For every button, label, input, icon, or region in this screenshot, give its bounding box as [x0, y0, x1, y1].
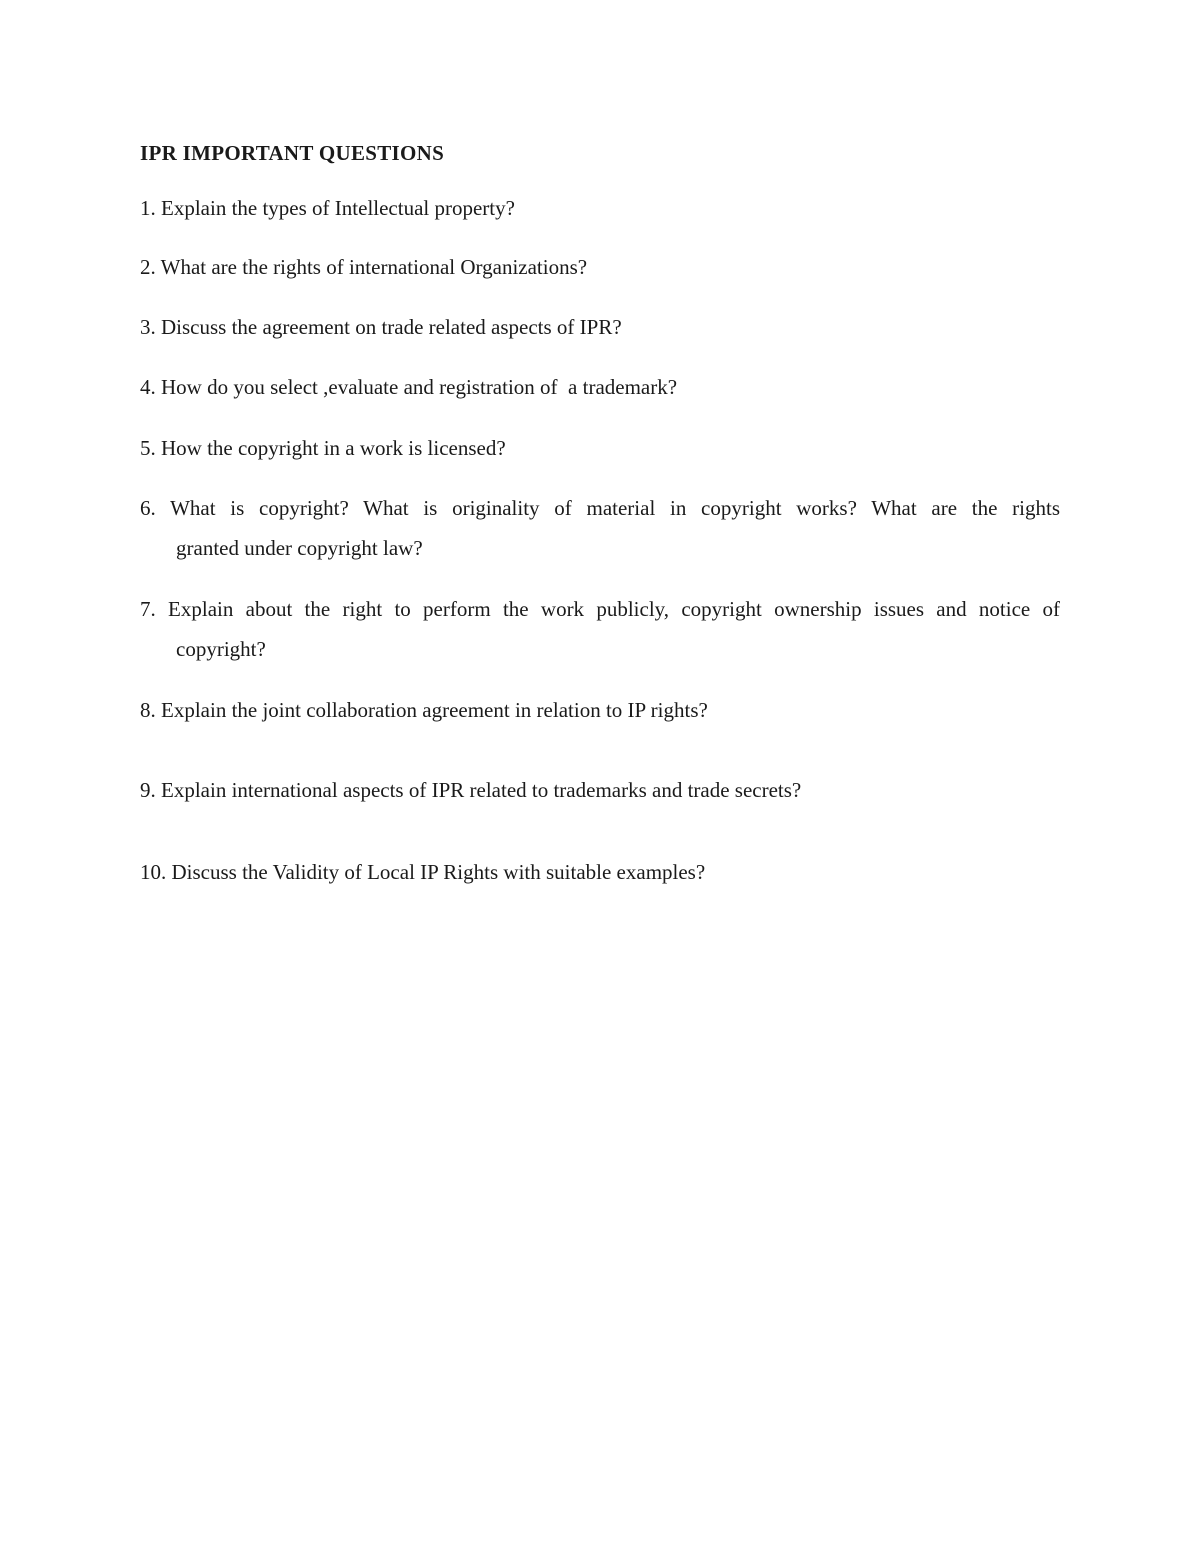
question-item	[140, 770, 1060, 810]
question-item	[140, 307, 1060, 347]
question-item	[140, 852, 1060, 892]
question-text: Explain the joint collaboration agreement in relation to IP rights?	[161, 698, 708, 722]
question-item	[140, 488, 1060, 568]
question-text: What is copyright? What is originality of material in copyright works? What are the rights	[170, 496, 1060, 520]
question-item	[140, 367, 1060, 407]
question-number: 1.	[140, 196, 156, 220]
question-item	[140, 589, 1060, 669]
document-title: IPR IMPORTANT QUESTIONS	[140, 141, 445, 165]
question-text-continued: granted under copyright law?	[176, 536, 423, 560]
question-number: 8.	[140, 698, 156, 722]
question-number: 5.	[140, 436, 156, 460]
question-text: Explain international aspects of IPR related to trademarks and trade secrets?	[161, 778, 802, 802]
question-number: 10.	[140, 860, 167, 884]
question-text-continued: copyright?	[176, 637, 266, 661]
question-item	[140, 690, 1060, 730]
question-text: How the copyright in a work is licensed?	[161, 436, 506, 460]
question-number: 4.	[140, 375, 156, 399]
question-item	[140, 247, 1060, 287]
question-number: 2.	[140, 255, 156, 279]
question-number: 7.	[140, 597, 156, 621]
question-number: 3.	[140, 315, 156, 339]
question-text: Discuss the agreement on trade related aspects of IPR?	[161, 315, 622, 339]
question-text: Explain the types of Intellectual property?	[161, 196, 515, 220]
question-text: Discuss the Validity of Local IP Rights with suitable examples?	[171, 860, 706, 884]
question-text: How do you select ,evaluate and registration of a trademark?	[161, 375, 678, 399]
question-number: 6.	[140, 496, 156, 520]
question-text: What are the rights of international Organizations?	[160, 255, 588, 279]
question-text: Explain about the right to perform the work publicly, copyright ownership issues and notice of	[168, 597, 1060, 621]
question-number: 9.	[140, 778, 156, 802]
question-item	[140, 428, 1060, 468]
question-item	[140, 188, 1060, 228]
